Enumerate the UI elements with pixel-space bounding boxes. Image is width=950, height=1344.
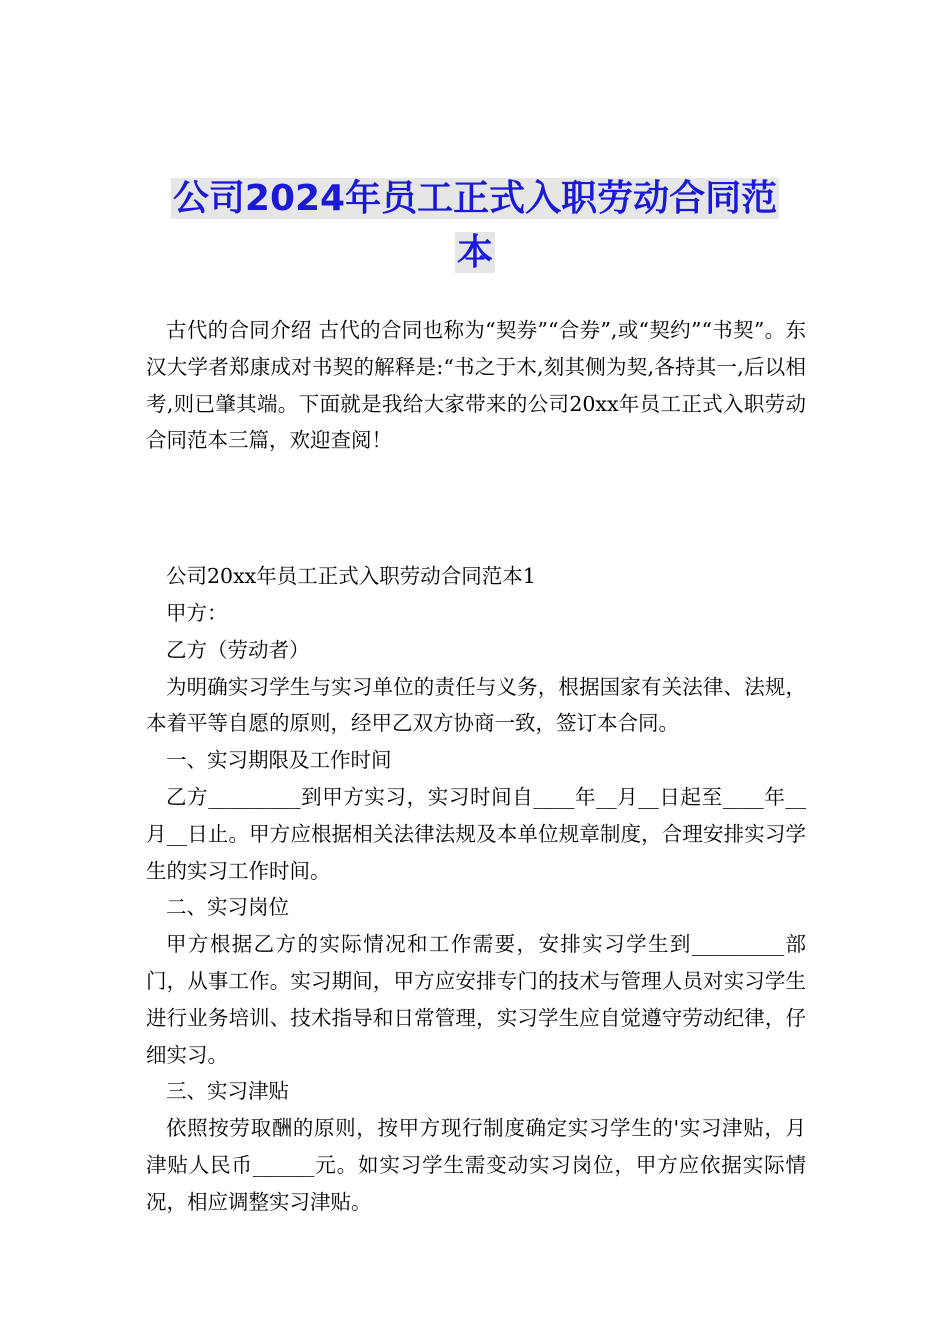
section-heading-position: 二、实习岗位: [166, 895, 289, 920]
party-b-label: 乙方（劳动者）: [166, 637, 310, 662]
allowance-paragraph: 依照按劳取酬的原则，按甲方现行制度确定实习学生的'实习津贴，月津贴人民币______元。如实习学生需变动实习岗位，甲方应依据实际情况，相应调整实习津贴。: [146, 1116, 806, 1214]
party-a-label: 甲方：: [166, 600, 228, 625]
intro-paragraph: 古代的合同介绍 古代的合同也称为“契券”“合券”,或“契约”“书契”。东汉大学者郑康成对书契的解释是:“书之于木,刻其侧为契,各持其一,后以相考,则已肇其端。下面就是我给大家带来的公司20xx年员工正式入职劳动合同范本三篇，欢迎查阅！: [146, 318, 806, 453]
document-body: [146, 312, 806, 1221]
section-heading-contract-1: 公司20xx年员工正式入职劳动合同范本1: [166, 564, 536, 589]
purpose-paragraph: 为明确实习学生与实习单位的责任与义务，根据国家有关法律、法规，本着平等自愿的原则，经甲乙双方协商一致，签订本合同。: [146, 674, 806, 736]
title-line-2: 本: [456, 232, 493, 273]
title-line-1: 公司2024年员工正式入职劳动合同范: [172, 178, 778, 219]
term-paragraph: 乙方_________到甲方实习，实习时间自____年__月__日起至____年__月__日止。甲方应根据相关法律法规及本单位规章制度，合理安排实习学生的实习工作时间。: [146, 784, 806, 883]
section-heading-allowance: 三、实习津贴: [166, 1079, 289, 1104]
position-paragraph: 甲方根据乙方的实际情况和工作需要，安排实习学生到_________部门，从事工作。实习期间，甲方应安排专门的技术与管理人员对实习学生进行业务培训、技术指导和日常管理，实习学生应自觉遵守劳动纪律，仔细实习。: [146, 932, 806, 1067]
document-title: [150, 172, 800, 280]
paragraph-gap: [146, 459, 806, 558]
section-heading-term: 一、实习期限及工作时间: [166, 748, 392, 773]
